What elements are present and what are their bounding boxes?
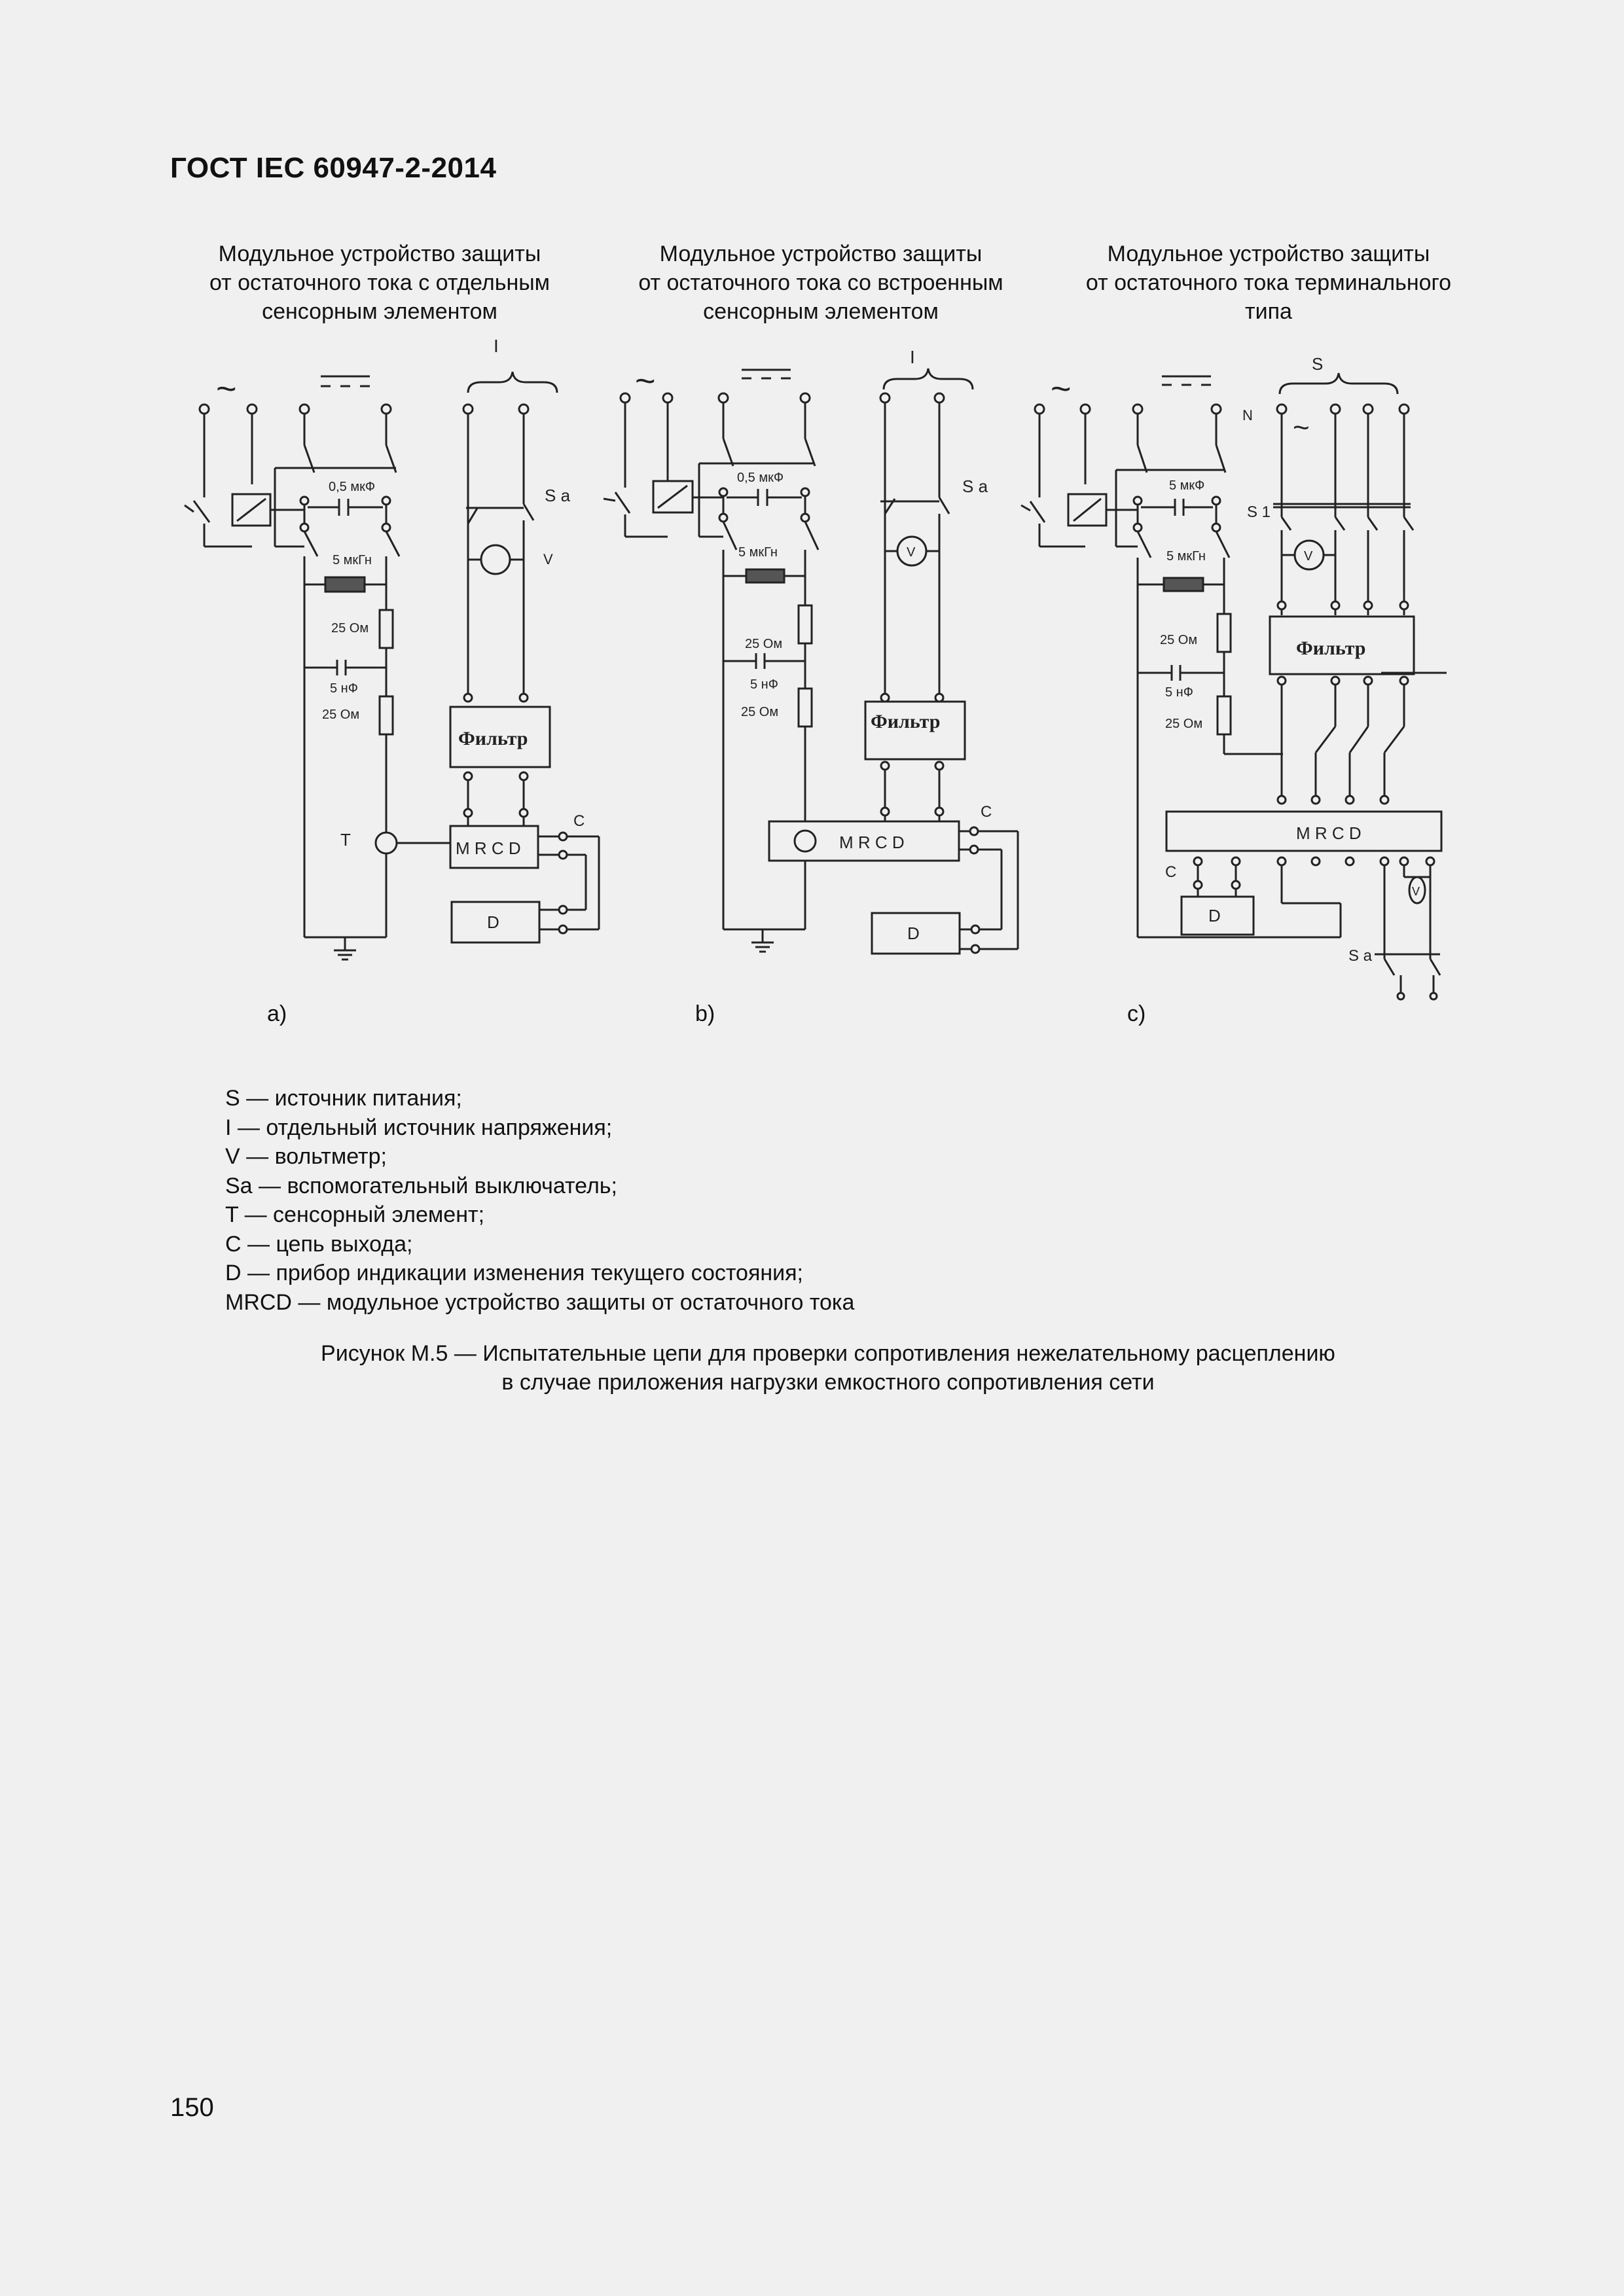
column-title-b-line-3: сенсорным элементом	[703, 299, 939, 324]
voltmeter-c2-label: V	[1412, 885, 1420, 898]
resistor-1-label: 25 Ом	[331, 621, 369, 636]
inductor-label-c: 5 мкГн	[1166, 549, 1206, 564]
sensor-element-b	[795, 831, 816, 852]
neutral-label: N	[1242, 407, 1253, 423]
ac-source-symbol-c: ~	[1051, 369, 1072, 408]
column-title-c-line-2: от остаточного тока терминального	[1085, 270, 1452, 295]
legend-item: T — сенсорный элемент;	[225, 1202, 485, 1227]
mrcd-label-c: M R C D	[1296, 823, 1362, 843]
column-title-c-line-1: Модульное устройство защиты	[1107, 242, 1430, 266]
source-i-label-b: I	[910, 347, 915, 367]
voltmeter-label: V	[543, 551, 553, 567]
page-number: 150	[170, 2093, 214, 2122]
cap-5n-label: 5 нФ	[330, 681, 358, 696]
sensor-label: T	[340, 830, 351, 850]
cap-5n-label-c: 5 нФ	[1165, 685, 1193, 700]
cap-5n-label-b: 5 нФ	[750, 677, 778, 692]
s1-label: S 1	[1247, 503, 1271, 521]
resistor-1	[380, 610, 393, 648]
legend-item: C — цепь выхода;	[225, 1231, 413, 1257]
column-title-b-line-2: от остаточного тока со встроенным	[638, 270, 1003, 295]
source-i-brace	[468, 372, 557, 393]
column-title-c-line-3: типа	[1245, 299, 1292, 324]
output-label-b: C	[981, 803, 992, 821]
sa-label-c: S a	[1348, 947, 1373, 965]
legend-item: Sa — вспомогательный выключатель;	[225, 1173, 617, 1198]
filter-label-c: Фильтр	[1296, 637, 1366, 659]
column-title-a-line-3: сенсорным элементом	[262, 299, 497, 324]
voltmeter-b-label: V	[907, 545, 916, 560]
indicator-label-b: D	[907, 924, 920, 943]
figure-caption-line-1: Рисунок M.5 — Испытательные цепи для проверки сопротивления нежелательному расцеплению	[321, 1341, 1335, 1366]
legend-item: S — источник питания;	[225, 1086, 462, 1111]
inductor-label: 5 мкГн	[333, 553, 372, 567]
output-label-c: C	[1165, 863, 1177, 881]
legend-item: I — отдельный источник напряжения;	[225, 1115, 613, 1140]
capacitor-label-c: 5 мкФ	[1169, 478, 1205, 493]
ac-source-symbol-b: ~	[635, 361, 656, 401]
inductor-b	[746, 569, 784, 583]
inductor-c	[1164, 578, 1203, 591]
output-label: C	[573, 812, 585, 830]
sensor-element	[376, 833, 397, 853]
legend-item: MRCD — модульное устройство защиты от остаточного тока	[225, 1289, 855, 1315]
mrcd-label-b: M R C D	[839, 833, 905, 852]
legend-item: D — прибор индикации изменения текущего состояния;	[225, 1261, 804, 1285]
panel-label-a: a)	[267, 1001, 287, 1026]
resistor-1-label-c: 25 Ом	[1160, 633, 1198, 647]
resistor-2	[380, 696, 393, 734]
resistor-2-label: 25 Ом	[322, 708, 360, 722]
ac-source-symbol: ~	[216, 369, 237, 408]
source-s-label: S	[1312, 354, 1324, 374]
voltmeter-c-label: V	[1304, 549, 1313, 564]
supply-ac-symbol: ~	[1293, 412, 1310, 444]
indicator-label: D	[487, 912, 499, 932]
column-title-b-line-1: Модульное устройство защиты	[659, 242, 983, 266]
indicator-label-c: D	[1208, 906, 1221, 925]
column-title-a-line-2: от остаточного тока с отдельным	[209, 270, 550, 295]
inductor-label-b: 5 мкГн	[738, 545, 778, 560]
resistor-2-label-b: 25 Ом	[741, 705, 779, 719]
figure-caption	[157, 1339, 1499, 1397]
sa-label-b: S a	[962, 476, 988, 496]
resistor-2-label-c: 25 Ом	[1165, 717, 1203, 731]
legend-item: V — вольтметр;	[225, 1144, 387, 1169]
column-title-a-line-1: Модульное устройство защиты	[218, 242, 541, 266]
sa-label: S a	[545, 486, 571, 505]
document-header: ГОСТ IEC 60947-2-2014	[170, 152, 497, 184]
circuit-a	[185, 336, 599, 960]
filter-label: Фильтр	[458, 728, 528, 749]
filter-label-b: Фильтр	[871, 711, 941, 732]
voltmeter	[481, 545, 510, 574]
source-s-brace	[1280, 373, 1398, 394]
capacitor-label: 0,5 мкФ	[329, 480, 376, 494]
capacitor-label-b: 0,5 мкФ	[737, 471, 784, 485]
resistor-1-label-b: 25 Ом	[745, 637, 783, 651]
figure-caption-line-2: в случае приложения нагрузки емкостного сопротивления сети	[501, 1370, 1155, 1395]
circuit-c	[1021, 354, 1447, 999]
circuit-b	[604, 347, 1018, 954]
source-i-label: I	[494, 336, 499, 356]
legend	[225, 1084, 854, 1317]
dc-symbol	[321, 376, 370, 386]
panel-label-b: b)	[695, 1001, 715, 1026]
mrcd-label: M R C D	[456, 838, 521, 858]
panel-label-c: c)	[1127, 1001, 1146, 1026]
inductor	[325, 577, 365, 592]
